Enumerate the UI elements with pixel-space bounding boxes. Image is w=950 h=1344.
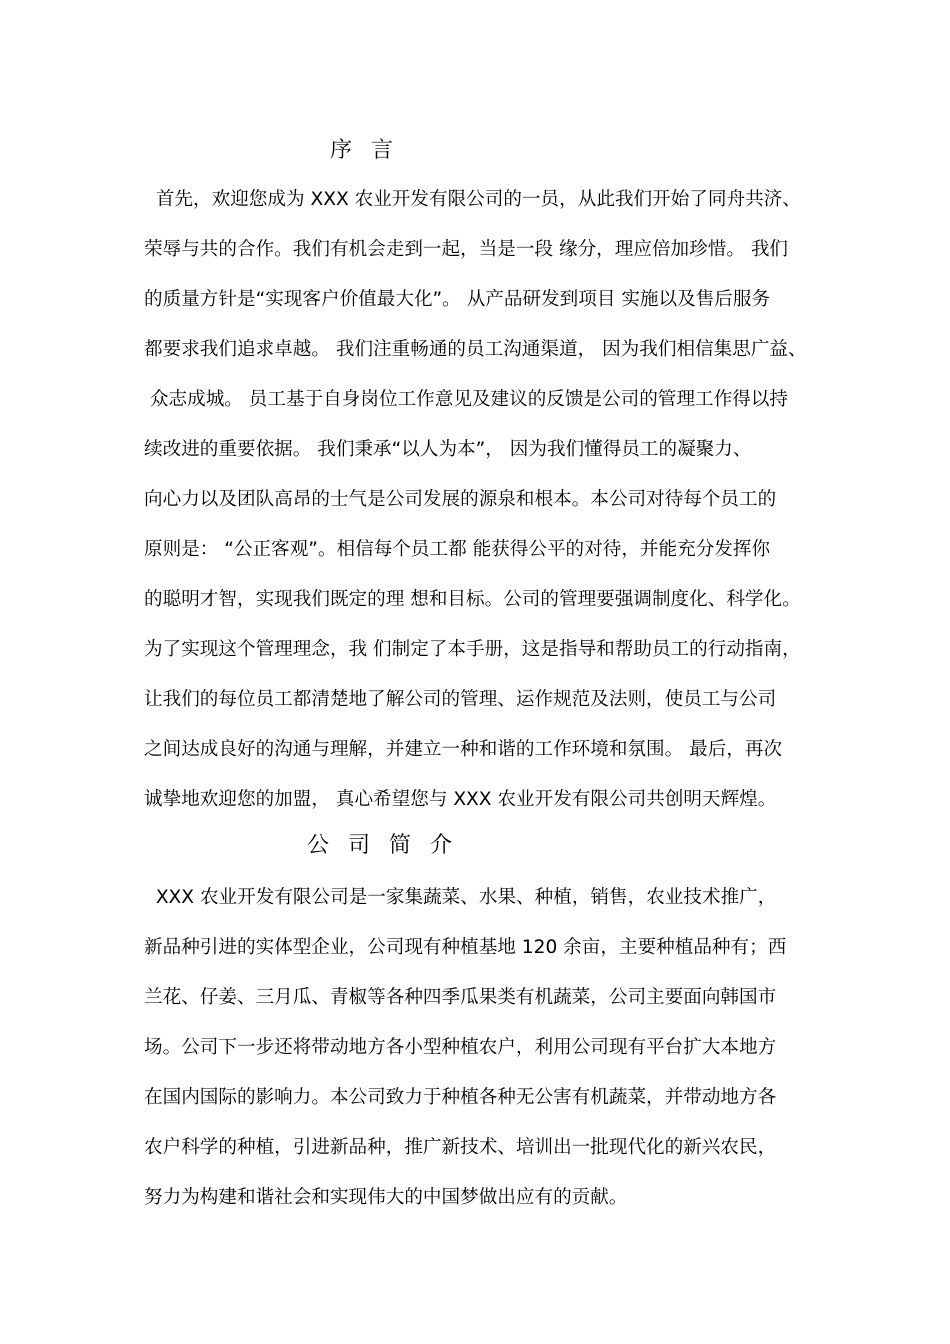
preface-line-5: 众志成城。 员工基于自身岗位工作意见及建议的反馈是公司的管理工作得以持	[144, 389, 789, 410]
preface-line-8: 原则是： “公正客观”。相信每个员工都 能获得公平的对待，并能充分发挥你	[144, 539, 771, 560]
preface-line-12: 之间达成良好的沟通与理解，并建立一种和谐的工作环境和氛围。 最后，再次	[144, 739, 783, 760]
intro-line-7: 努力为构建和谐社会和实现伟大的中国梦做出应有的贡献。	[144, 1187, 628, 1208]
company-intro-title: 公 司 简 介	[307, 833, 458, 858]
preface-line-10: 为了实现这个管理理念，我 们制定了本手册，这是指导和帮助员工的行动指南，	[144, 639, 801, 660]
preface-line-7: 向心力以及团队高昂的士气是公司发展的源泉和根本。本公司对待每个员工的	[144, 489, 777, 510]
intro-line-1: XXX 农业开发有限公司是一家集蔬菜、水果、种植，销售，农业技术推广，	[144, 887, 777, 908]
preface-line-4: 都要求我们追求卓越。 我们注重畅通的员工沟通渠道， 因为我们相信集思广益、	[144, 339, 807, 360]
preface-line-2: 荣辱与共的合作。我们有机会走到一起，当是一段 缘分，理应倍加珍惜。 我们	[144, 239, 789, 260]
intro-line-6: 农户科学的种植，引进新品种，推广新技术、培训出一批现代化的新兴农民，	[144, 1137, 777, 1158]
intro-line-3: 兰花、仔姜、三月瓜、青椒等各种四季瓜果类有机蔬菜，公司主要面向韩国市	[144, 987, 777, 1008]
preface-line-13: 诚挚地欢迎您的加盟， 真心希望您与 XXX 农业开发有限公司共创明天辉煌。	[144, 789, 777, 810]
preface-line-1: 首先，欢迎您成为 XXX 农业开发有限公司的一员，从此我们开始了同舟共济、	[144, 189, 801, 210]
preface-title: 序 言	[330, 138, 399, 163]
preface-line-6: 续改进的重要依据。 我们秉承“以人为本”， 因为我们懂得员工的凝聚力、	[144, 439, 752, 460]
intro-line-2: 新品种引进的实体型企业，公司现有种植基地 120 余亩，主要种植品种有；西	[144, 937, 787, 958]
intro-line-4: 场。公司下一步还将带动地方各小型种植农户，利用公司现有平台扩大本地方	[144, 1037, 777, 1058]
preface-line-3: 的质量方针是“实现客户价值最大化”。 从产品研发到项目 实施以及售后服务	[144, 289, 771, 310]
preface-line-11: 让我们的每位员工都清楚地了解公司的管理、运作规范及法则，使员工与公司	[144, 689, 777, 710]
intro-line-5: 在国内国际的影响力。本公司致力于种植各种无公害有机蔬菜，并带动地方各	[144, 1087, 777, 1108]
preface-line-9: 的聪明才智，实现我们既定的理 想和目标。公司的管理要强调制度化、科学化。	[144, 589, 801, 610]
